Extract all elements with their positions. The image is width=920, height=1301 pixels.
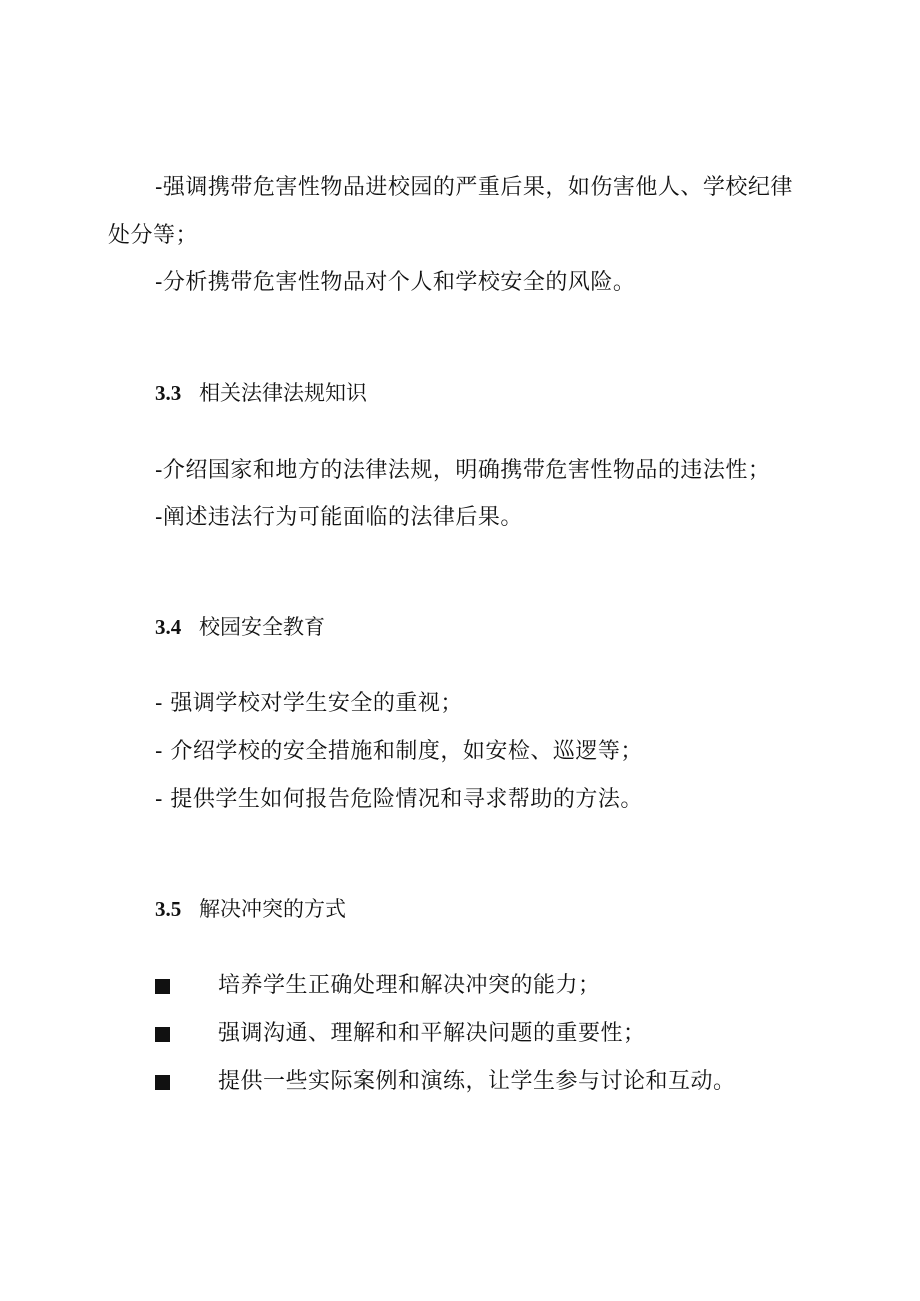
section-title: 相关法律法规知识 bbox=[199, 381, 367, 405]
intro-line-1: -强调携带危害性物品进校园的严重后果，如伤害他人、学校纪律 bbox=[155, 175, 793, 200]
section-title: 校园安全教育 bbox=[199, 615, 325, 639]
intro-line-2: 处分等； bbox=[108, 223, 199, 248]
section-number: 3.5 bbox=[155, 897, 182, 921]
bullet-text: 提供一些实际案例和演练，让学生参与讨论和互动。 bbox=[218, 1069, 736, 1094]
section-heading-3-5 bbox=[155, 894, 346, 924]
intro-line-3: -分析携带危害性物品对个人和学校安全的风险。 bbox=[155, 270, 636, 295]
section-number: 3.4 bbox=[155, 615, 182, 639]
bullet-text: 强调沟通、理解和和平解决问题的重要性； bbox=[218, 1021, 646, 1046]
list-item: - 提供学生如何报告危险情况和寻求帮助的方法。 bbox=[155, 787, 643, 812]
section-heading-3-4 bbox=[155, 612, 325, 642]
section-heading-3-3 bbox=[155, 378, 367, 408]
list-item: -介绍国家和地方的法律法规，明确携带危害性物品的违法性； bbox=[155, 458, 771, 483]
bullet-text: 培养学生正确处理和解决冲突的能力； bbox=[218, 973, 601, 998]
section-number: 3.3 bbox=[155, 381, 182, 405]
square-bullet-icon bbox=[155, 979, 170, 994]
list-item: -阐述违法行为可能面临的法律后果。 bbox=[155, 505, 523, 530]
section-title: 解决冲突的方式 bbox=[199, 897, 346, 921]
square-bullet-icon bbox=[155, 1075, 170, 1090]
list-item: - 强调学校对学生安全的重视； bbox=[155, 691, 463, 716]
list-item: - 介绍学校的安全措施和制度，如安检、巡逻等； bbox=[155, 739, 643, 764]
square-bullet-icon bbox=[155, 1027, 170, 1042]
